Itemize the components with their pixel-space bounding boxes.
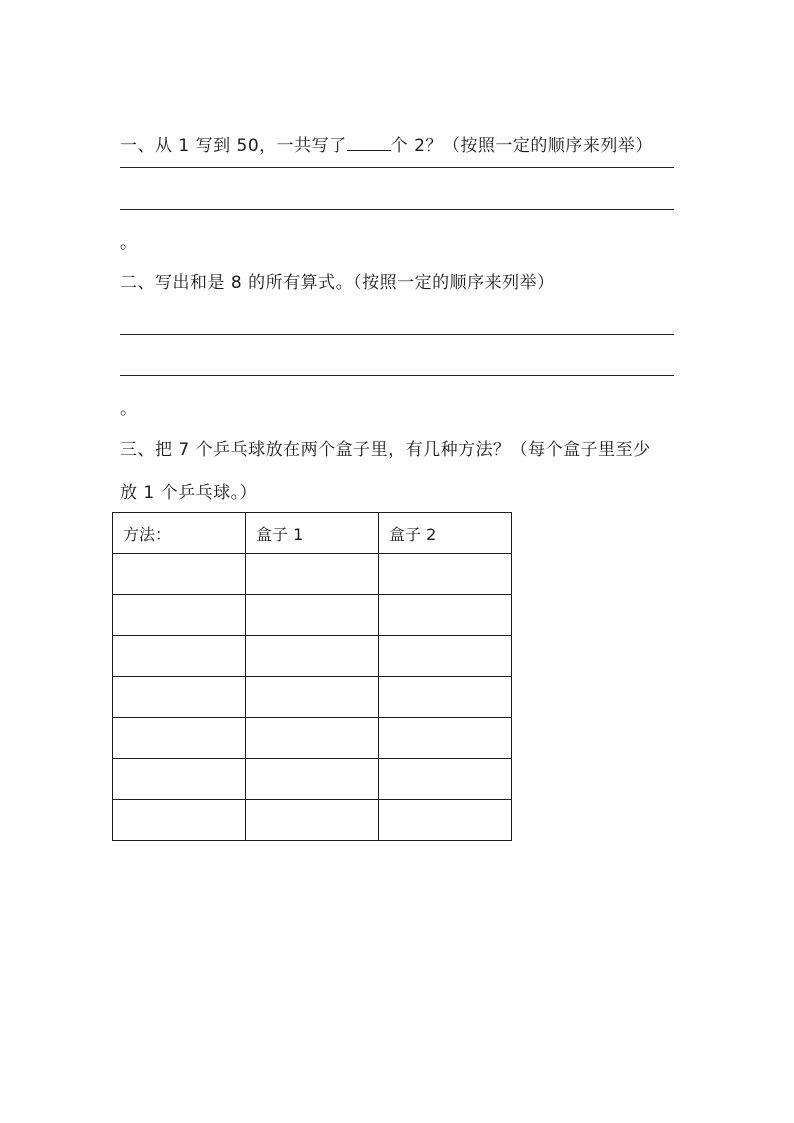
box-2-cell[interactable] <box>379 718 512 759</box>
method-cell[interactable] <box>113 595 246 636</box>
table-header-row <box>113 513 512 554</box>
method-cell[interactable] <box>113 800 246 841</box>
answer-line[interactable] <box>120 375 674 376</box>
table-row <box>113 677 512 718</box>
answer-line[interactable] <box>120 334 674 335</box>
question-1-end-mark: 。 <box>120 233 137 253</box>
box-2-cell[interactable] <box>379 677 512 718</box>
box-1-cell[interactable] <box>246 636 379 677</box>
method-cell[interactable] <box>113 677 246 718</box>
table-row <box>113 800 512 841</box>
table-row <box>113 718 512 759</box>
header-method: 方法： <box>113 513 246 554</box>
box-1-cell[interactable] <box>246 759 379 800</box>
answer-line[interactable] <box>120 209 674 210</box>
question-1 <box>120 134 653 157</box>
header-box-2: 盒子 2 <box>379 513 512 554</box>
question-3-line-2: 放 1 个乒乓球。） <box>120 483 258 503</box>
table-row <box>113 554 512 595</box>
box-1-cell[interactable] <box>246 554 379 595</box>
box-2-cell[interactable] <box>379 595 512 636</box>
box-1-cell[interactable] <box>246 595 379 636</box>
question-2-end-mark: 。 <box>120 399 137 419</box>
method-cell[interactable] <box>113 636 246 677</box>
box-2-cell[interactable] <box>379 636 512 677</box>
answer-blank[interactable] <box>347 134 391 151</box>
header-box-1: 盒子 1 <box>246 513 379 554</box>
box-2-cell[interactable] <box>379 554 512 595</box>
box-2-cell[interactable] <box>379 759 512 800</box>
method-cell[interactable] <box>113 718 246 759</box>
method-cell[interactable] <box>113 554 246 595</box>
answer-line[interactable] <box>120 167 674 168</box>
box-1-cell[interactable] <box>246 718 379 759</box>
question-1-text-end: 个 2？（按照一定的顺序来列举） <box>390 136 653 156</box>
question-1-text-start: 一、从 1 写到 50，一共写了 <box>120 136 347 156</box>
answer-table <box>112 512 512 841</box>
box-1-cell[interactable] <box>246 677 379 718</box>
method-cell[interactable] <box>113 759 246 800</box>
question-3-line-1: 三、把 7 个乒乓球放在两个盒子里，有几种方法？（每个盒子里至少 <box>120 440 651 460</box>
table-row <box>113 595 512 636</box>
question-2: 二、写出和是 8 的所有算式。（按照一定的顺序来列举） <box>120 273 555 293</box>
box-1-cell[interactable] <box>246 800 379 841</box>
box-2-cell[interactable] <box>379 800 512 841</box>
table-row <box>113 759 512 800</box>
table-row <box>113 636 512 677</box>
